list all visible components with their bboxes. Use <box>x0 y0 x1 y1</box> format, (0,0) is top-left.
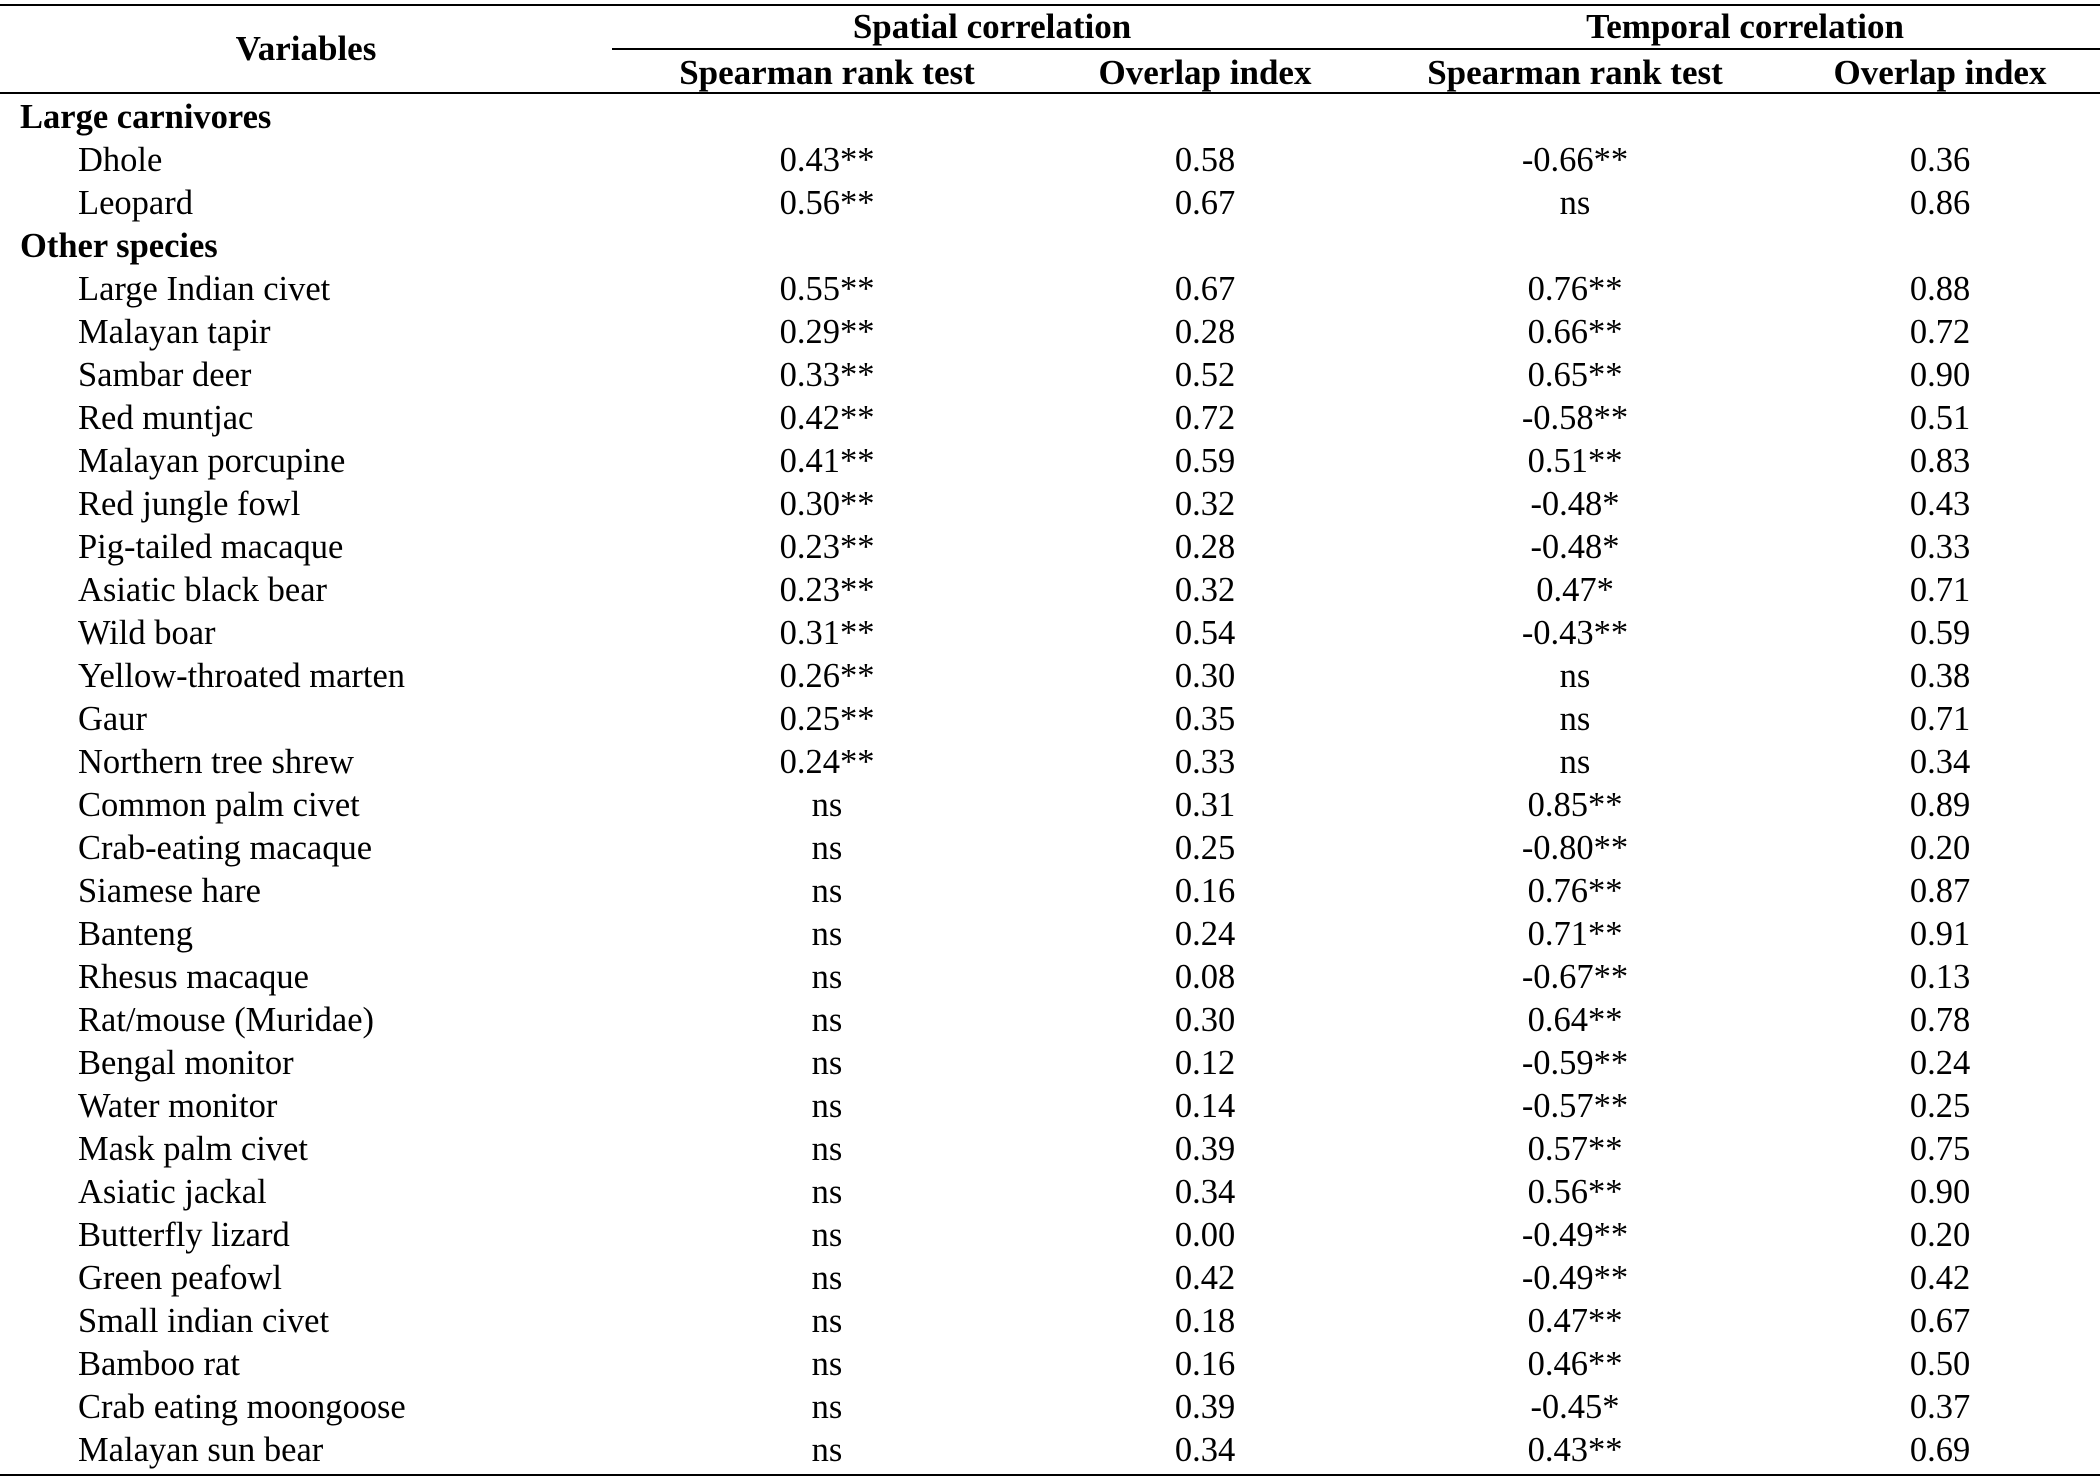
temporal-overlap-cell: 0.24 <box>1909 1044 1971 1082</box>
temporal-overlap-cell: 0.89 <box>1909 786 1971 824</box>
header-spatial-spearman: Spearman rank test <box>679 53 975 92</box>
temporal-spearman-cell: 0.85** <box>1527 786 1623 824</box>
spatial-spearman-cell: 0.23** <box>779 571 875 609</box>
temporal-overlap-cell: 0.72 <box>1909 313 1971 351</box>
species-name: Asiatic jackal <box>78 1173 267 1211</box>
spatial-overlap-cell: 0.28 <box>1174 313 1236 351</box>
species-name: Crab-eating macaque <box>78 829 373 867</box>
temporal-spearman-cell: -0.48* <box>1530 485 1620 523</box>
temporal-overlap-cell: 0.20 <box>1909 1216 1971 1254</box>
species-name: Gaur <box>78 700 147 738</box>
species-name: Bengal monitor <box>78 1044 294 1082</box>
spatial-overlap-cell: 0.39 <box>1174 1388 1236 1426</box>
temporal-spearman-cell: ns <box>1559 700 1591 738</box>
header-variables: Variables <box>235 29 377 68</box>
temporal-spearman-cell: 0.66** <box>1527 313 1623 351</box>
spatial-overlap-cell: 0.59 <box>1174 442 1236 480</box>
temporal-spearman-cell: 0.71** <box>1527 915 1623 953</box>
spatial-spearman-cell: ns <box>811 786 843 824</box>
spatial-spearman-cell: ns <box>811 1431 843 1469</box>
spatial-overlap-cell: 0.34 <box>1174 1431 1236 1469</box>
species-name: Large Indian civet <box>78 270 331 308</box>
spatial-overlap-cell: 0.30 <box>1174 657 1236 695</box>
temporal-spearman-cell: 0.47** <box>1527 1302 1623 1340</box>
species-name: Bamboo rat <box>78 1345 240 1383</box>
spatial-spearman-cell: 0.41** <box>779 442 875 480</box>
temporal-spearman-cell: 0.43** <box>1527 1431 1623 1469</box>
species-name: Common palm civet <box>78 786 360 824</box>
temporal-spearman-cell: -0.67** <box>1521 958 1629 996</box>
species-name: Small indian civet <box>78 1302 330 1340</box>
species-name: Banteng <box>78 915 193 953</box>
spatial-spearman-cell: 0.56** <box>779 184 875 222</box>
temporal-overlap-cell: 0.90 <box>1909 1173 1971 1211</box>
spatial-spearman-cell: 0.42** <box>779 399 875 437</box>
temporal-spearman-cell: 0.76** <box>1527 270 1623 308</box>
species-name: Malayan sun bear <box>78 1431 324 1469</box>
spatial-overlap-cell: 0.39 <box>1174 1130 1236 1168</box>
spatial-spearman-cell: ns <box>811 1087 843 1125</box>
spatial-overlap-cell: 0.54 <box>1174 614 1236 652</box>
species-name: Malayan porcupine <box>78 442 346 480</box>
spatial-overlap-cell: 0.67 <box>1174 184 1236 222</box>
temporal-spearman-cell: -0.80** <box>1521 829 1629 867</box>
species-name: Green peafowl <box>78 1259 283 1297</box>
species-name: Leopard <box>78 184 193 222</box>
temporal-spearman-cell: 0.56** <box>1527 1173 1623 1211</box>
temporal-overlap-cell: 0.71 <box>1909 700 1971 738</box>
temporal-overlap-cell: 0.37 <box>1909 1388 1971 1426</box>
species-name: Water monitor <box>78 1087 278 1125</box>
temporal-spearman-cell: -0.59** <box>1521 1044 1629 1082</box>
temporal-overlap-cell: 0.36 <box>1909 141 1971 179</box>
temporal-overlap-cell: 0.43 <box>1909 485 1971 523</box>
temporal-spearman-cell: -0.49** <box>1521 1216 1629 1254</box>
spatial-overlap-cell: 0.30 <box>1174 1001 1236 1039</box>
temporal-overlap-cell: 0.25 <box>1909 1087 1971 1125</box>
species-name: Dhole <box>78 141 163 179</box>
temporal-spearman-cell: -0.66** <box>1521 141 1629 179</box>
species-name: Rhesus macaque <box>78 958 309 996</box>
temporal-spearman-cell: ns <box>1559 743 1591 781</box>
spatial-overlap-cell: 0.33 <box>1174 743 1236 781</box>
species-name: Yellow-throated marten <box>78 657 406 695</box>
spatial-spearman-cell: ns <box>811 1130 843 1168</box>
spatial-spearman-cell: ns <box>811 1259 843 1297</box>
group-label: Other species <box>20 227 218 265</box>
spatial-spearman-cell: 0.29** <box>779 313 875 351</box>
temporal-overlap-cell: 0.33 <box>1909 528 1971 566</box>
species-name: Rat/mouse (Muridae) <box>78 1001 375 1039</box>
spatial-spearman-cell: 0.33** <box>779 356 875 394</box>
temporal-overlap-cell: 0.38 <box>1909 657 1971 695</box>
species-name: Northern tree shrew <box>78 743 354 781</box>
top-rule <box>0 4 2100 6</box>
temporal-spearman-cell: -0.57** <box>1521 1087 1629 1125</box>
spatial-overlap-cell: 0.35 <box>1174 700 1236 738</box>
spatial-overlap-cell: 0.08 <box>1174 958 1236 996</box>
spatial-overlap-cell: 0.14 <box>1174 1087 1236 1125</box>
species-name: Red muntjac <box>78 399 254 437</box>
spatial-overlap-cell: 0.42 <box>1174 1259 1236 1297</box>
spatial-overlap-cell: 0.67 <box>1174 270 1236 308</box>
temporal-overlap-cell: 0.71 <box>1909 571 1971 609</box>
species-name: Malayan tapir <box>78 313 271 351</box>
temporal-spearman-cell: 0.64** <box>1527 1001 1623 1039</box>
spatial-spearman-cell: 0.26** <box>779 657 875 695</box>
temporal-spearman-cell: -0.45* <box>1530 1388 1620 1426</box>
temporal-spearman-cell: 0.65** <box>1527 356 1623 394</box>
spatial-spearman-cell: ns <box>811 1044 843 1082</box>
temporal-overlap-cell: 0.42 <box>1909 1259 1971 1297</box>
spatial-spearman-cell: ns <box>811 1173 843 1211</box>
temporal-overlap-cell: 0.91 <box>1909 915 1971 953</box>
temporal-spearman-cell: -0.48* <box>1530 528 1620 566</box>
temporal-spearman-cell: 0.57** <box>1527 1130 1623 1168</box>
spatial-overlap-cell: 0.58 <box>1174 141 1236 179</box>
spatial-overlap-cell: 0.16 <box>1174 872 1236 910</box>
header-span-rule <box>612 48 2100 50</box>
spatial-spearman-cell: ns <box>811 1216 843 1254</box>
header-temporal-spearman: Spearman rank test <box>1427 53 1723 92</box>
group-label: Large carnivores <box>20 98 272 136</box>
species-name: Wild boar <box>78 614 216 652</box>
spatial-spearman-cell: 0.25** <box>779 700 875 738</box>
species-name: Mask palm civet <box>78 1130 308 1168</box>
header-temporal-overlap: Overlap index <box>1833 53 2047 92</box>
spatial-overlap-cell: 0.16 <box>1174 1345 1236 1383</box>
spatial-spearman-cell: 0.43** <box>779 141 875 179</box>
temporal-overlap-cell: 0.83 <box>1909 442 1971 480</box>
spatial-overlap-cell: 0.31 <box>1174 786 1236 824</box>
header-spatial: Spatial correlation <box>852 7 1132 46</box>
spatial-spearman-cell: 0.31** <box>779 614 875 652</box>
spatial-overlap-cell: 0.32 <box>1174 485 1236 523</box>
temporal-spearman-cell: 0.76** <box>1527 872 1623 910</box>
spatial-spearman-cell: 0.30** <box>779 485 875 523</box>
species-name: Siamese hare <box>78 872 261 910</box>
spatial-overlap-cell: 0.32 <box>1174 571 1236 609</box>
species-name: Crab eating moongoose <box>78 1388 406 1426</box>
spatial-overlap-cell: 0.18 <box>1174 1302 1236 1340</box>
temporal-spearman-cell: 0.46** <box>1527 1345 1623 1383</box>
temporal-overlap-cell: 0.78 <box>1909 1001 1971 1039</box>
spatial-overlap-cell: 0.34 <box>1174 1173 1236 1211</box>
temporal-overlap-cell: 0.87 <box>1909 872 1971 910</box>
species-name: Red jungle fowl <box>78 485 301 523</box>
temporal-overlap-cell: 0.20 <box>1909 829 1971 867</box>
spatial-spearman-cell: 0.55** <box>779 270 875 308</box>
spatial-spearman-cell: ns <box>811 872 843 910</box>
spatial-overlap-cell: 0.28 <box>1174 528 1236 566</box>
temporal-overlap-cell: 0.86 <box>1909 184 1971 222</box>
spatial-overlap-cell: 0.25 <box>1174 829 1236 867</box>
species-name: Pig-tailed macaque <box>78 528 344 566</box>
bottom-rule <box>0 1474 2100 1476</box>
temporal-spearman-cell: ns <box>1559 184 1591 222</box>
spatial-spearman-cell: ns <box>811 958 843 996</box>
temporal-overlap-cell: 0.34 <box>1909 743 1971 781</box>
temporal-overlap-cell: 0.75 <box>1909 1130 1971 1168</box>
temporal-spearman-cell: -0.49** <box>1521 1259 1629 1297</box>
spatial-spearman-cell: 0.23** <box>779 528 875 566</box>
species-name: Butterfly lizard <box>78 1216 290 1254</box>
spatial-spearman-cell: 0.24** <box>779 743 875 781</box>
temporal-overlap-cell: 0.67 <box>1909 1302 1971 1340</box>
temporal-overlap-cell: 0.51 <box>1909 399 1971 437</box>
spatial-overlap-cell: 0.52 <box>1174 356 1236 394</box>
temporal-overlap-cell: 0.88 <box>1909 270 1971 308</box>
temporal-spearman-cell: -0.58** <box>1521 399 1629 437</box>
spatial-overlap-cell: 0.24 <box>1174 915 1236 953</box>
spatial-spearman-cell: ns <box>811 1302 843 1340</box>
spatial-spearman-cell: ns <box>811 1345 843 1383</box>
spatial-spearman-cell: ns <box>811 829 843 867</box>
spatial-overlap-cell: 0.12 <box>1174 1044 1236 1082</box>
species-name: Asiatic black bear <box>78 571 328 609</box>
spatial-spearman-cell: ns <box>811 915 843 953</box>
header-temporal: Temporal correlation <box>1586 7 1904 46</box>
header-spatial-overlap: Overlap index <box>1098 53 1312 92</box>
temporal-spearman-cell: ns <box>1559 657 1591 695</box>
temporal-spearman-cell: 0.47* <box>1536 571 1614 609</box>
species-name: Sambar deer <box>78 356 252 394</box>
temporal-overlap-cell: 0.50 <box>1909 1345 1971 1383</box>
temporal-overlap-cell: 0.13 <box>1909 958 1971 996</box>
temporal-spearman-cell: 0.51** <box>1527 442 1623 480</box>
temporal-overlap-cell: 0.59 <box>1909 614 1971 652</box>
temporal-overlap-cell: 0.90 <box>1909 356 1971 394</box>
temporal-spearman-cell: -0.43** <box>1521 614 1629 652</box>
spatial-spearman-cell: ns <box>811 1388 843 1426</box>
spatial-spearman-cell: ns <box>811 1001 843 1039</box>
spatial-overlap-cell: 0.00 <box>1174 1216 1236 1254</box>
temporal-overlap-cell: 0.69 <box>1909 1431 1971 1469</box>
spatial-overlap-cell: 0.72 <box>1174 399 1236 437</box>
